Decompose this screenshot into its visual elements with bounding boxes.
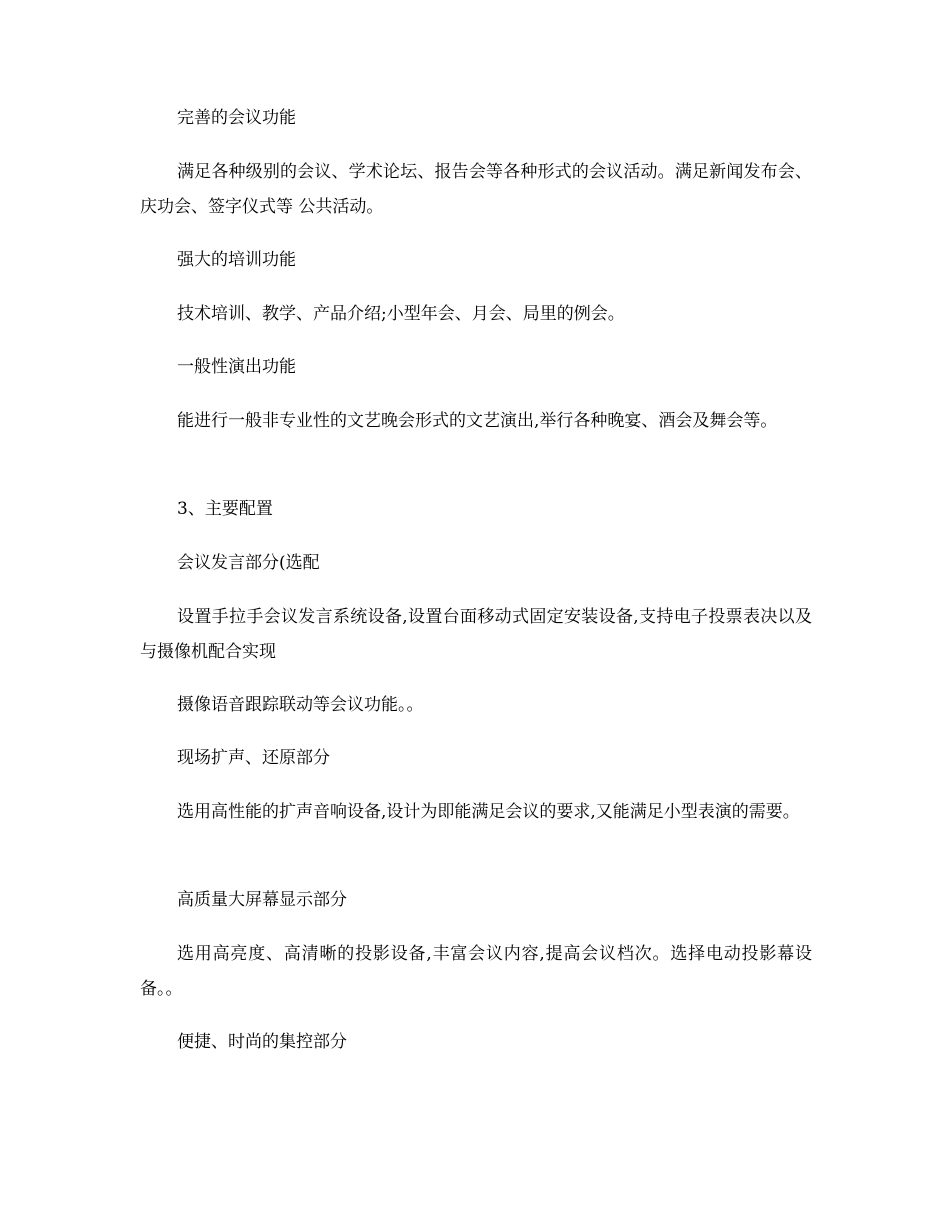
paragraph-voice-tracking: 摄像语音跟踪联动等会议功能。。	[177, 695, 424, 715]
paragraph-sound-section: 选用高性能的扩声音响设备,设计为即能满足会议的要求,又能满足小型表演的需要。	[177, 802, 800, 822]
heading-sound-section: 现场扩声、还原部分	[177, 748, 330, 768]
paragraph-speech-section: 设置手拉手会议发言系统设备,设置台面移动式固定安装设备,支持电子投票表决以及与摄像机配合实现	[140, 607, 812, 662]
heading-training-function: 强大的培训功能	[177, 250, 296, 270]
paragraph-display-section: 选用高亮度、高清晰的投影设备,丰富会议内容,提高会议档次。选择电动投影幕设备。。	[140, 944, 812, 999]
heading-display-section: 高质量大屏幕显示部分	[177, 890, 347, 910]
paragraph-performance-function: 能进行一般非专业性的文艺晚会形式的文艺演出,举行各种晚宴、酒会及舞会等。	[177, 411, 778, 431]
paragraph-meeting-function: 满足各种级别的会议、学术论坛、报告会等各种形式的会议活动。满足新闻发布会、庆功会、签字仪式等 公共活动。	[140, 162, 812, 217]
heading-meeting-function: 完善的会议功能	[177, 108, 296, 128]
heading-main-configuration: 3、主要配置	[177, 499, 273, 519]
paragraph-training-function: 技术培训、教学、产品介绍;小型年会、月会、局里的例会。	[177, 304, 625, 324]
heading-control-section: 便捷、时尚的集控部分	[177, 1032, 347, 1052]
heading-performance-function: 一般性演出功能	[177, 357, 296, 377]
heading-speech-section: 会议发言部分(选配	[177, 553, 320, 573]
